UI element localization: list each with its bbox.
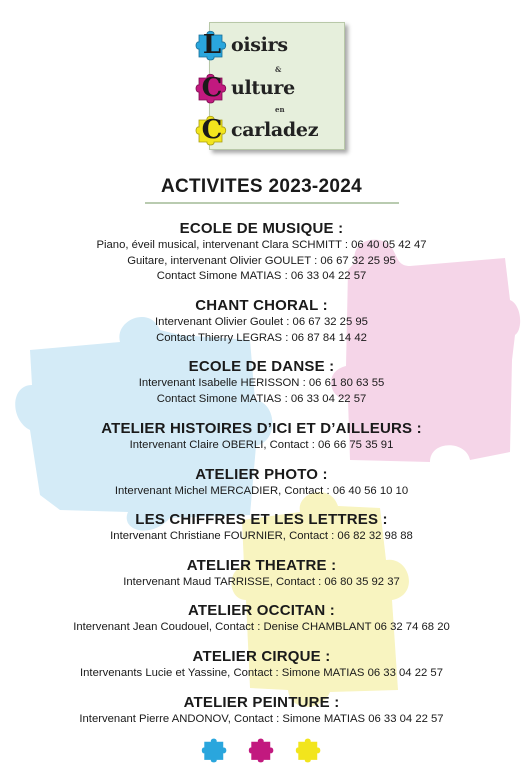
logo-ampersand: &: [275, 65, 282, 74]
logo-word-culture: ulture: [231, 77, 295, 99]
section-line: Contact Simone MATIAS : 06 33 04 22 57: [156, 270, 367, 282]
section-line: Intervenants Lucie et Yassine, Contact : Simone MATIAS 06 33 04 22 57: [80, 667, 443, 679]
section-cirque: [0, 648, 523, 682]
section-line: Intervenant Claire OBERLI, Contact : 06 66 75 35 91: [129, 439, 394, 451]
section-heading: ATELIER CIRQUE :: [192, 648, 331, 665]
section-line: Contact Thierry LEGRAS : 06 87 84 14 42: [156, 331, 367, 344]
logo-letter-l: L: [202, 30, 222, 60]
logo-word-carladez: carladez: [231, 119, 319, 141]
section-theatre: [0, 557, 523, 591]
section-line: Guitare, intervenant Olivier GOULET : 06 67 32 25 95: [127, 254, 396, 267]
logo-row-loisirs: [195, 28, 288, 62]
section-heading: CHANT CHORAL :: [195, 297, 328, 314]
section-histoires: [0, 420, 523, 454]
yellow-puzzle-icon: [195, 113, 229, 147]
section-occitan: [0, 602, 523, 636]
title-underline: [145, 202, 399, 204]
section-photo: [0, 466, 523, 500]
section-heading: ECOLE DE MUSIQUE :: [179, 220, 344, 237]
magenta-puzzle-icon: [195, 71, 229, 105]
logo-letter-c2: C: [201, 115, 223, 145]
yellow-puzzle-icon: [295, 736, 323, 764]
section-chant-choral: [0, 297, 523, 346]
section-heading: LES CHIFFRES ET LES LETTRES :: [135, 511, 388, 528]
section-line: Piano, éveil musical, intervenant Clara SCHMITT : 06 40 05 42 47: [96, 239, 427, 251]
logo-word-loisirs: oisirs: [231, 34, 288, 56]
section-heading: ATELIER THEATRE :: [186, 557, 337, 574]
cyan-puzzle-icon: [201, 736, 229, 764]
section-line: Intervenant Pierre ANDONOV, Contact : Simone MATIAS 06 33 04 22 57: [79, 713, 444, 725]
section-heading: ECOLE DE DANSE :: [188, 358, 335, 375]
section-line: Intervenant Isabelle HERISSON : 06 61 80 63 55: [138, 377, 385, 389]
section-heading: ATELIER OCCITAN :: [187, 602, 335, 619]
section-chiffres-lettres: [0, 511, 523, 545]
logo-letter-c1: C: [201, 73, 223, 103]
logo-row-culture: [195, 71, 295, 105]
section-line: Intervenant Olivier Goulet : 06 67 32 25 95: [155, 316, 368, 328]
page-title: ACTIVITES 2023-2024: [160, 176, 363, 197]
logo-row-carladez: [195, 113, 318, 147]
section-line: Intervenant Maud TARRISSE, Contact : 06 80 35 92 37: [123, 576, 400, 588]
section-ecole-danse: [0, 358, 523, 407]
section-line: Contact Simone MATIAS : 06 33 04 22 57: [156, 392, 367, 405]
logo-lcc: [195, 20, 347, 152]
logo-en: en: [275, 105, 285, 114]
footer-puzzle-icons: [0, 736, 523, 764]
magenta-puzzle-icon: [248, 736, 276, 764]
section-heading: ATELIER HISTOIRES D’ICI ET D’AILLEURS :: [101, 420, 422, 437]
section-heading: ATELIER PHOTO :: [195, 466, 328, 483]
section-line: Intervenant Michel MERCADIER, Contact : 06 40 56 10 10: [114, 485, 409, 497]
section-line: Intervenant Christiane FOURNIER, Contact : 06 82 32 98 88: [110, 530, 413, 542]
section-line: Intervenant Jean Coudouel, Contact : Denise CHAMBLANT 06 32 74 68 20: [73, 621, 450, 633]
section-ecole-musique: [0, 220, 523, 285]
cyan-puzzle-icon: [195, 28, 229, 62]
section-peinture: [0, 694, 523, 728]
section-heading: ATELIER PEINTURE :: [183, 694, 340, 711]
